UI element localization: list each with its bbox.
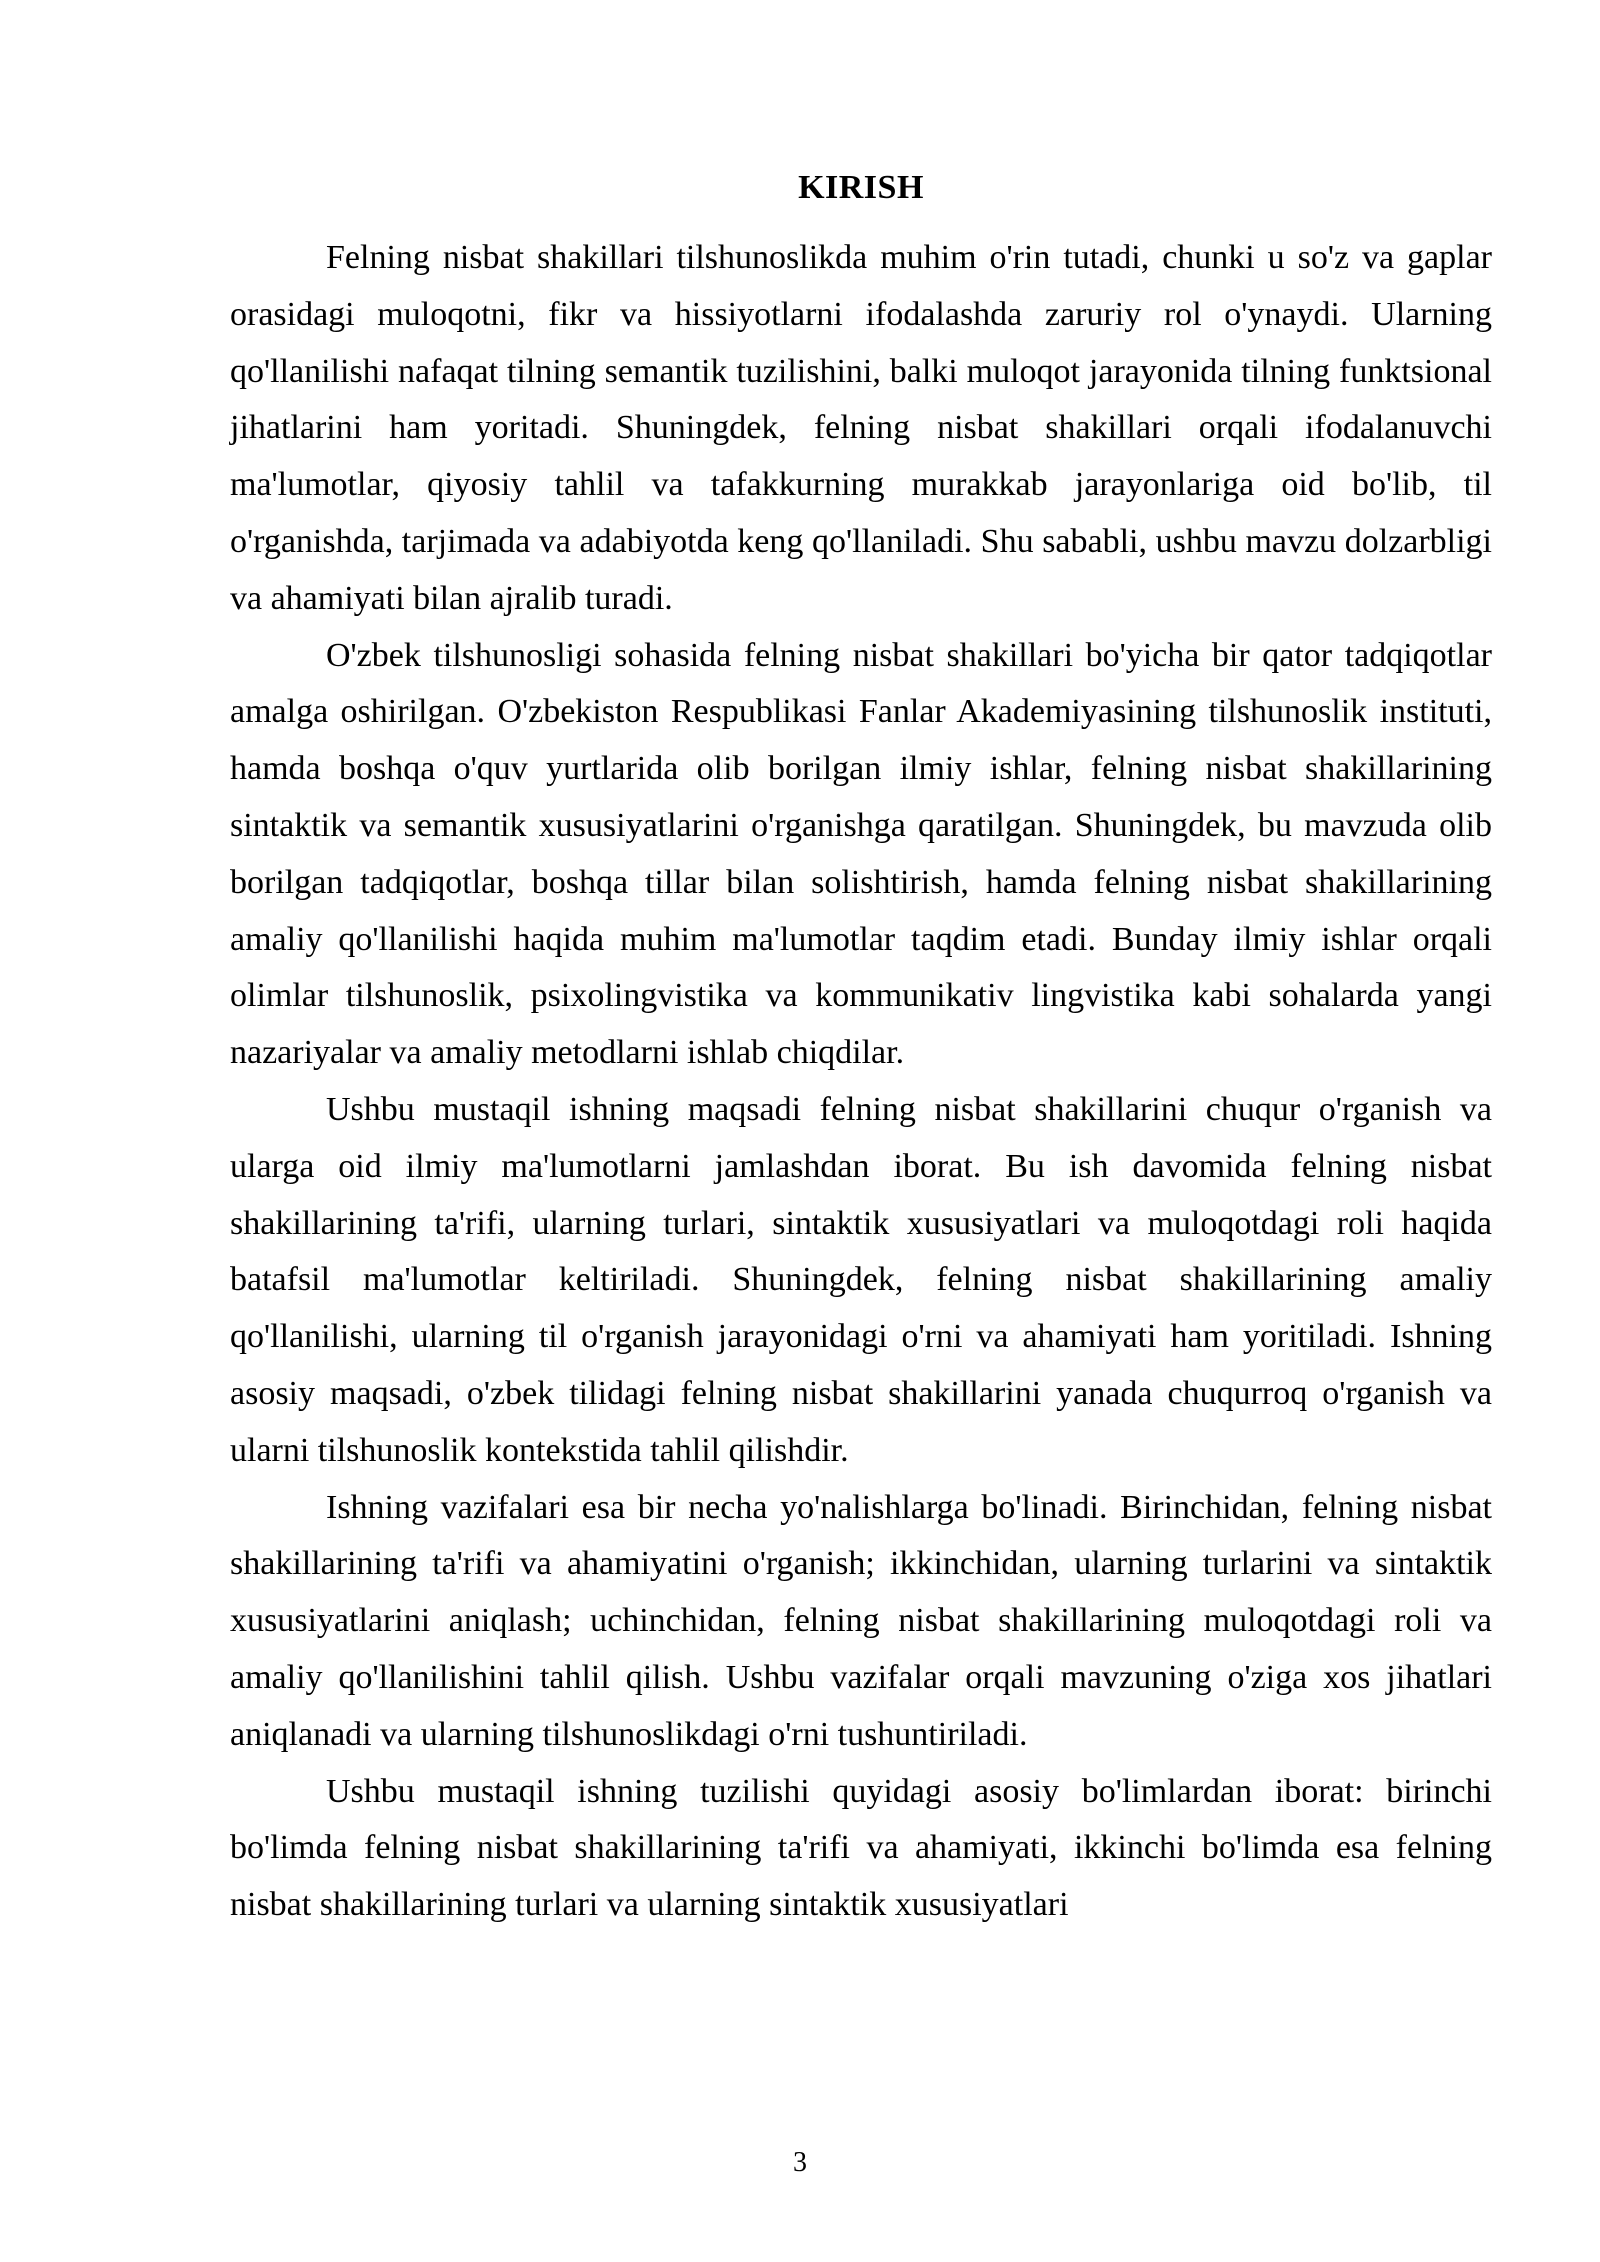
page-content: [230, 160, 1492, 1934]
section-title: KIRISH: [798, 169, 924, 206]
paragraph-relevance: Felning nisbat shakillari tilshunoslikda muhim o'rin tutadi, chunki u so'z va gaplar orasidagi muloqotni, fikr va hissiyotlarni ifodalashda zaruriy rol o'ynaydi. Ularning qo'llanilishi nafaqat tilning semantik tuzilishini, balki muloqot jarayonida tilning funktsional jihatlarini ham yoritadi. Shuningdek, felning nisbat shakillari orqali ifodalanuvchi ma'lumotlar, qiyosiy tahlil va tafakkurning murakkab jarayonlariga oid bo'lib, til o'rganishda, tarjimada va adabiyotda keng qo'llaniladi. Shu sababli, ushbu mavzu dolzarbligi va ahamiyati bilan ajralib turadi.: [230, 239, 1492, 617]
page-number: 3: [793, 2147, 807, 2178]
paragraph-purpose: Ushbu mustaqil ishning maqsadi felning nisbat shakillarini chuqur o'rganish va ularga oid ilmiy ma'lumotlarni jamlashdan iborat. Bu ish davomida felning nisbat shakillarining ta'rifi, ularning turlari, sintaktik xususiyatlari va muloqotdagi roli haqida batafsil ma'lumotlar keltiriladi. Shuningdek, felning nisbat shakillarining amaliy qo'llanilishi, ularning til o'rganish jarayonidagi o'rni va ahamiyati ham yoritiladi. Ishning asosiy maqsadi, o'zbek tilidagi felning nisbat shakillarini yanada chuqurroq o'rganish va ularni tilshunoslik kontekstida tahlil qilishdir.: [230, 1090, 1492, 1469]
paragraph-tasks: Ishning vazifalari esa bir necha yo'nalishlarga bo'linadi. Birinchidan, felning nisbat shakillarining ta'rifi va ahamiyatini o'rganish; ikkinchidan, ularning turlarini va sintaktik xususiyatlarini aniqlash; uchinchidan, felning nisbat shakillarining muloqotdagi roli va amaliy qo'llanilishini tahlil qilish. Ushbu vazifalar orqali mavzuning o'ziga xos jihatlari aniqlanadi va ularning tilshunoslikdagi o'rni tushuntiriladi.: [230, 1488, 1492, 1753]
paragraph-research-overview: O'zbek tilshunosligi sohasida felning nisbat shakillari bo'yicha bir qator tadqiqotlar amalga oshirilgan. O'zbekiston Respublikasi Fanlar Akademiyasining tilshunoslik instituti, hamda boshqa o'quv yurtlarida olib borilgan ilmiy ishlar, felning nisbat shakillarining sintaktik va semantik xususiyatlarini o'rganishga qaratilgan. Shuningdek, bu mavzuda olib borilgan tadqiqotlar, boshqa tillar bilan solishtirish, hamda felning nisbat shakillarining amaliy qo'llanilishi haqida muhim ma'lumotlar taqdim etadi. Bunday ilmiy ishlar orqali olimlar tilshunoslik, psixolingvistika va kommunikativ lingvistika kabi sohalarda yangi nazariyalar va amaliy metodlarni ishlab chiqdilar.: [230, 636, 1492, 1072]
paragraph-structure: Ushbu mustaqil ishning tuzilishi quyidagi asosiy bo'limlardan iborat: birinchi bo'limda felning nisbat shakillarining ta'rifi va ahamiyati, ikkinchi bo'limda esa felning nisbat shakillarining turlari va ularning sintaktik xususiyatlari: [230, 1772, 1492, 1924]
